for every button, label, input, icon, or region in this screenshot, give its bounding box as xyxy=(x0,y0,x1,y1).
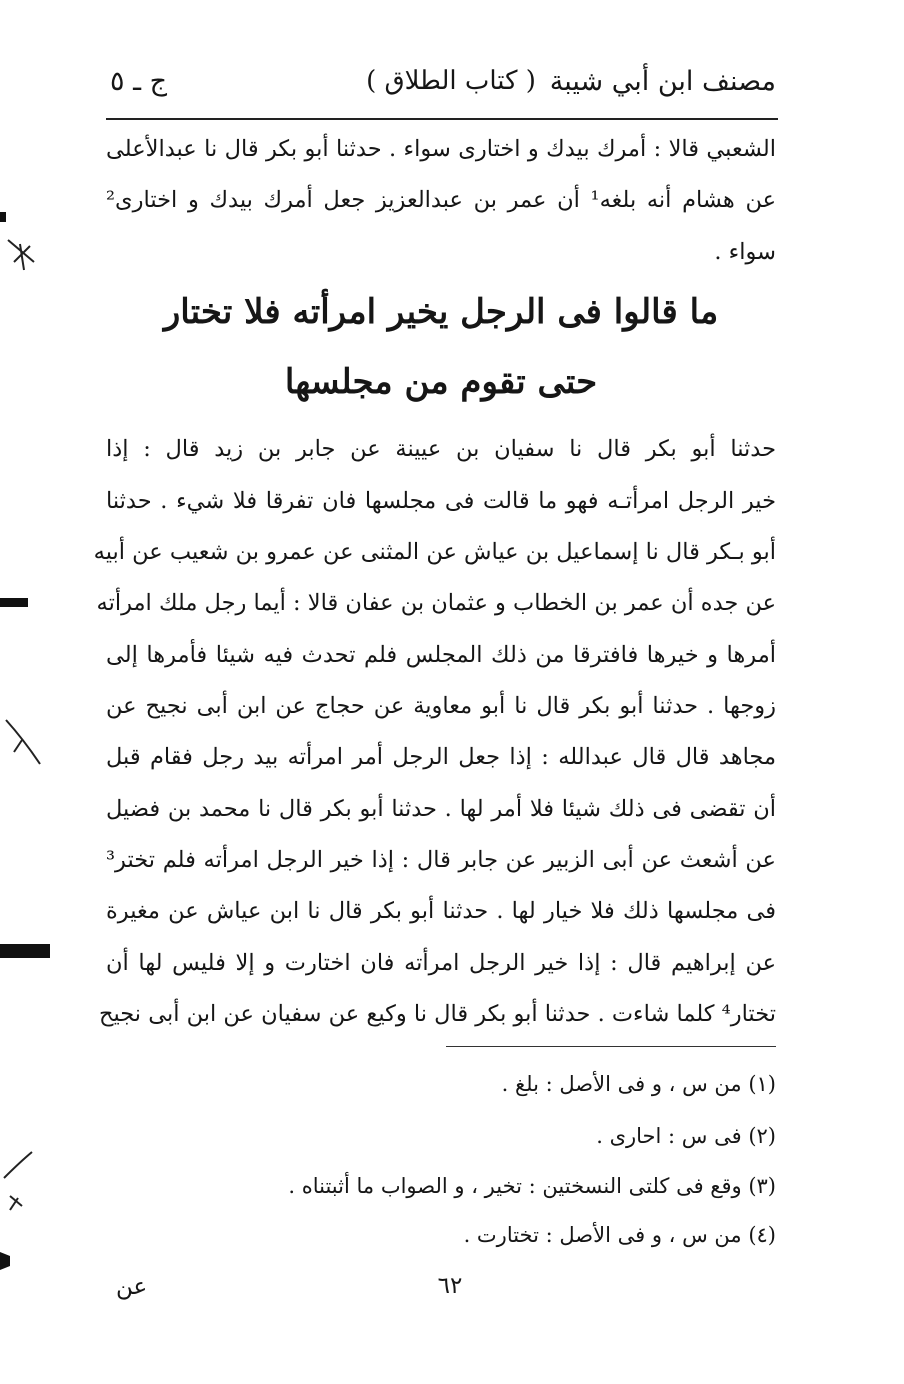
catchword: عن xyxy=(116,1274,148,1300)
scan-edge-marks xyxy=(0,0,60,1384)
text-line: فى مجلسها ذلك فلا خيار لها . حدثنا أبو بكر قال نا ابن عياش عن مغيرة xyxy=(106,898,776,924)
footnote: (٢) فى س : احارى . xyxy=(596,1124,776,1148)
text-line: عن هشام أنه بلغه¹ أن عمر بن عبدالعزيز جعل أمرك بيدك و اختارى² xyxy=(106,187,776,213)
header-rule xyxy=(106,118,778,120)
footnote: (١) من س ، و فى الأصل : بلغ . xyxy=(501,1072,776,1096)
text-line: أبو بـكر قال نا إسماعيل بن عياش عن المثنى عن عمرو بن شعيب عن أبيه xyxy=(93,539,776,565)
text-line: عن أشعث عن أبى الزبير عن جابر قال : إذا خير الرجل امرأته فلم تختر³ xyxy=(106,847,776,873)
text-line: أمرها و خيرها فافترقا من ذلك المجلس فلم تحدث فيه شيئا فأمرها إلى xyxy=(106,642,776,668)
page-header xyxy=(106,58,776,108)
text-line: تختار⁴ كلما شاءت . حدثنا أبو بكر قال نا وكيع عن سفيان عن ابن أبى نجيح xyxy=(98,1001,776,1027)
text-line: عن إبراهيم قال : إذا خير الرجل امرأته فان اختارت و إلا فليس لها أن xyxy=(106,950,776,976)
footnote: (٣) وقع فى كلتى النسختين : تخير ، و الصواب ما أثبتناه . xyxy=(288,1174,776,1198)
text-line: زوجها . حدثنا أبو بكر قال نا أبو معاوية عن حجاج عن ابن أبى نجيح عن xyxy=(106,693,776,719)
text-line: عن جده أن عمر بن الخطاب و عثمان بن عفان قالا : أيما رجل ملك امرأته xyxy=(96,590,776,616)
footnote: (٤) من س ، و فى الأصل : تختارت . xyxy=(463,1223,776,1247)
text-line: خير الرجل امرأتـه فهو ما قالت فى مجلسها فان تفرقا فلا شيء . حدثنا xyxy=(106,488,776,514)
text-line: مجاهد قال قال عبدالله : إذا جعل الرجل أمر امرأته بيد رجل فقام قبل xyxy=(106,744,776,770)
section-heading: ما قالوا فى الرجل يخير امرأته فلا تختار xyxy=(163,292,719,332)
text-line: الشعبي قالا : أمرك بيدك و اختارى سواء . حدثنا أبو بكر قال نا عبدالأعلى xyxy=(106,136,776,162)
section-heading: حتى تقوم من مجلسها xyxy=(284,362,598,402)
page-number: ٦٢ xyxy=(437,1273,463,1299)
chapter-title: ( كتاب الطلاق ) xyxy=(366,66,536,96)
running-title: مصنف ابن أبي شيبة xyxy=(549,66,776,97)
text-line: أن تقضى فى ذلك شيئا فلا أمر لها . حدثنا أبو بكر قال نا محمد بن فضيل xyxy=(106,796,776,822)
volume-label: ج ـ ٥ xyxy=(110,66,168,97)
footnote-rule xyxy=(446,1046,776,1047)
text-line: سواء . xyxy=(714,239,776,265)
text-line: حدثنا أبو بكر قال نا سفيان بن عيينة عن جابر بن زيد قال : إذا xyxy=(106,436,776,462)
